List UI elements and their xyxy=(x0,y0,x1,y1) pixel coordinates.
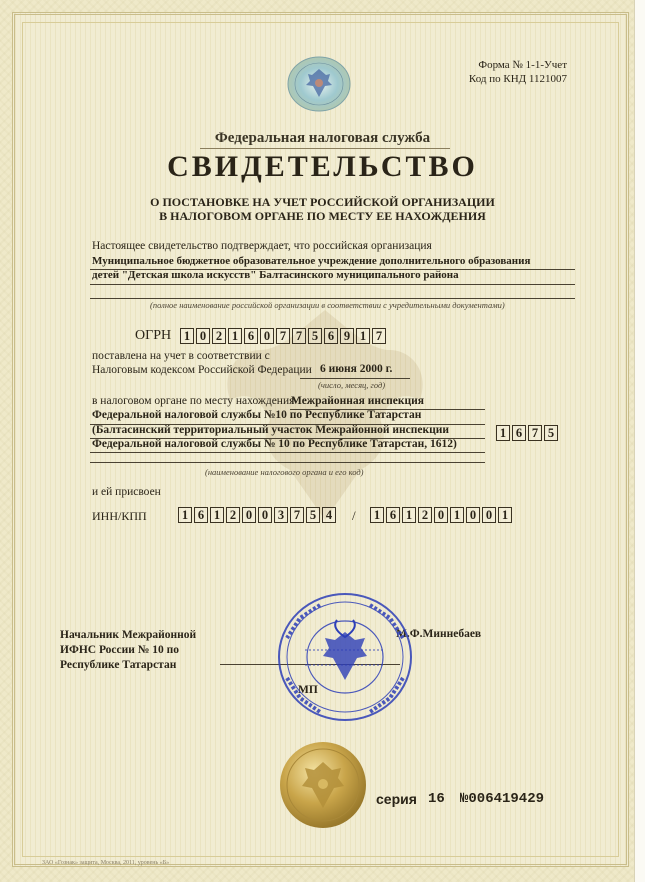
inn-digit: 0 xyxy=(258,507,272,523)
form-number-text: Форма № 1-1-Учет xyxy=(478,59,567,71)
kpp-digit: 1 xyxy=(370,507,384,523)
assigned-text: и ей присвоен xyxy=(92,486,161,498)
inn-kpp-label: ИНН/КПП xyxy=(92,509,147,523)
inn-digit: 3 xyxy=(274,507,288,523)
ogrn-digit: 7 xyxy=(292,328,306,344)
signer-position xyxy=(60,628,196,673)
kpp-digit: 0 xyxy=(466,507,480,523)
org-name-line-2: детей "Детская школа искусств" Балтасинского муниципального района xyxy=(92,269,459,281)
tax-authority-line-2: Федеральной налоговой службы №10 по Республике Татарстан xyxy=(92,409,422,421)
kpp-digit: 1 xyxy=(498,507,512,523)
inn-digit: 7 xyxy=(290,507,304,523)
ogrn-digit: 7 xyxy=(276,328,290,344)
ogrn-digit: 1 xyxy=(356,328,370,344)
signer-name: М.Ф.Миннебаев xyxy=(396,628,482,640)
tax-authority-line-4: Федеральной налоговой службы № 10 по Республике Татарстан, 1612) xyxy=(92,438,457,450)
ogrn-digit: 6 xyxy=(324,328,338,344)
agency-name: Федеральная налоговая служба xyxy=(214,130,431,146)
tax-code-digit: 7 xyxy=(528,425,542,441)
subtitle-line-1: О ПОСТАНОВКЕ НА УЧЕТ РОССИЙСКОЙ ОРГАНИЗАЦИИ xyxy=(150,195,495,209)
registration-line-2: Налоговым кодексом Российской Федерации xyxy=(92,364,312,376)
subtitle xyxy=(0,195,645,223)
inn-digit: 1 xyxy=(178,507,192,523)
knd-code: Код по КНД 1121007 xyxy=(468,73,567,85)
registration-date: 6 июня 2000 г. xyxy=(320,363,393,375)
agency-underline xyxy=(200,148,450,149)
position-line-2: ИФНС России № 10 по xyxy=(60,644,179,656)
org-name-underline-2 xyxy=(90,284,575,285)
ogrn-digit: 9 xyxy=(340,328,354,344)
ogrn-digit: 0 xyxy=(196,328,210,344)
ogrn-digit: 5 xyxy=(308,328,322,344)
tax-code-digit: 5 xyxy=(544,425,558,441)
org-name-line-1: Муниципальное бюджетное образовательное учреждение дополнительного образования xyxy=(92,255,531,267)
kpp-digit: 1 xyxy=(402,507,416,523)
tax-code-cells xyxy=(496,425,560,441)
mp-label: МП xyxy=(298,684,318,696)
position-line-1: Начальник Межрайонной xyxy=(60,629,197,641)
date-underline xyxy=(300,378,410,379)
serial-label: серия xyxy=(376,791,417,807)
ogrn-digit: 1 xyxy=(228,328,242,344)
org-name-caption: (полное наименование российской организации в соответствии с учредительными документами) xyxy=(150,300,505,310)
org-name-underline-3 xyxy=(90,298,575,299)
ogrn-cells xyxy=(180,328,388,344)
tax-underline-5 xyxy=(90,462,485,463)
print-note: ЗАО «Гознак» защита, Москва, 2011, уровень «Б» xyxy=(42,860,170,866)
ogrn-digit: 1 xyxy=(180,328,194,344)
serial-series: 16 xyxy=(428,791,445,807)
gold-seal-icon xyxy=(278,740,368,830)
tax-code-digit: 6 xyxy=(512,425,526,441)
form-number xyxy=(469,58,567,86)
kpp-digit: 0 xyxy=(434,507,448,523)
hologram-emblem-icon xyxy=(286,55,352,113)
ogrn-digit: 7 xyxy=(372,328,386,344)
kpp-digit: 0 xyxy=(482,507,496,523)
tax-authority-intro: в налоговом органе по месту нахождения xyxy=(92,395,295,407)
kpp-cells xyxy=(370,507,514,523)
ogrn-digit: 2 xyxy=(212,328,226,344)
official-stamp-icon xyxy=(275,590,415,725)
tax-authority-line-1: Межрайонная инспекция xyxy=(291,395,424,407)
ogrn-digit: 6 xyxy=(244,328,258,344)
tax-code-digit: 1 xyxy=(496,425,510,441)
inn-cells xyxy=(178,507,338,523)
registration-line-1: поставлена на учет в соответствии с xyxy=(92,350,270,362)
inn-digit: 1 xyxy=(210,507,224,523)
kpp-digit: 1 xyxy=(450,507,464,523)
kpp-digit: 2 xyxy=(418,507,432,523)
inn-digit: 2 xyxy=(226,507,240,523)
date-caption: (число, месяц, год) xyxy=(318,380,386,390)
serial-number: №006419429 xyxy=(460,791,545,807)
inn-kpp-separator: / xyxy=(352,508,356,523)
position-line-3: Республике Татарстан xyxy=(60,659,177,671)
inn-digit: 6 xyxy=(194,507,208,523)
tax-authority-line-3: (Балтасинский территориальный участок Межрайонной инспекции xyxy=(92,424,450,436)
ogrn-label: ОГРН xyxy=(135,328,172,343)
inn-digit: 5 xyxy=(306,507,320,523)
subtitle-line-2: В НАЛОГОВОМ ОРГАНЕ ПО МЕСТУ ЕЕ НАХОЖДЕНИЯ xyxy=(159,209,486,223)
kpp-digit: 6 xyxy=(386,507,400,523)
inn-digit: 4 xyxy=(322,507,336,523)
ogrn-digit: 0 xyxy=(260,328,274,344)
inn-digit: 0 xyxy=(242,507,256,523)
page-title: СВИДЕТЕЛЬСТВО xyxy=(167,150,478,183)
tax-authority-caption: (наименование налогового органа и его код) xyxy=(205,467,364,477)
intro-text: Настоящее свидетельство подтверждает, что российская организация xyxy=(92,240,432,252)
tax-underline-4 xyxy=(90,452,485,453)
